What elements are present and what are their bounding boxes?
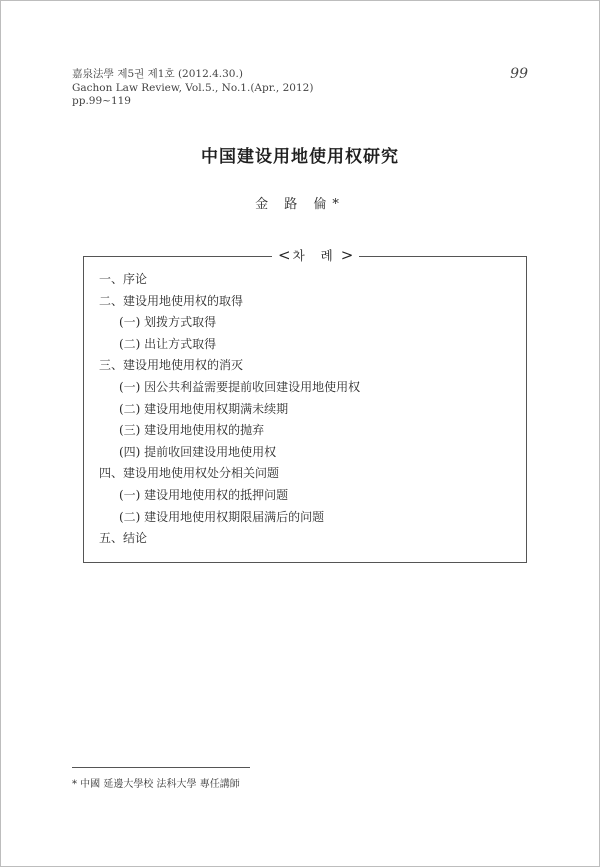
- footnote-divider: [72, 767, 250, 768]
- toc-section-item: 五、结论: [99, 531, 148, 546]
- toc-subsection-item: (四) 提前收回建设用地使用权: [119, 444, 277, 459]
- toc-section-item: 一、序论: [99, 272, 148, 286]
- journal-issue-line: 嘉泉法學 제5권 제1호 (2012.4.30.): [72, 68, 243, 80]
- toc-subsection-item: (二) 建设用地使用权期满未续期: [119, 401, 289, 416]
- journal-pages-line: pp.99~119: [72, 95, 131, 107]
- article-title: 中国建设用地使用权研究: [201, 147, 399, 167]
- footnote: * 中國 延邊大學校 法科大學 專任講師: [72, 779, 240, 790]
- toc-subsection-item: (二) 出让方式取得: [119, 336, 217, 351]
- toc-heading-text: 차 례: [292, 248, 339, 263]
- toc-section-item: 四、建设用地使用权处分相关问题: [99, 466, 280, 481]
- toc-list: [99, 269, 360, 550]
- toc-section-item: 二、建设用地使用权的取得: [99, 293, 244, 308]
- toc-section-item: 三、建设用地使用权的消灭: [99, 358, 244, 373]
- right-angle-icon: >: [340, 246, 354, 264]
- page-number: 99: [510, 66, 528, 82]
- author-name: 金 路 倫*: [255, 197, 345, 212]
- toc-subsection-item: (一) 因公共利益需要提前收回建设用地使用权: [119, 379, 361, 394]
- left-angle-icon: <: [278, 246, 291, 264]
- toc-subsection-item: (一) 建设用地使用权的抵押问题: [119, 487, 289, 502]
- journal-english-line: Gachon Law Review, Vol.5., No.1.(Apr., 2012): [72, 81, 314, 94]
- toc-subsection-item: (二) 建设用地使用权期限届满后的问题: [119, 509, 325, 524]
- toc-subsection-item: (三) 建设用地使用权的抛弃: [119, 423, 265, 438]
- toc-subsection-item: (一) 划拨方式取得: [119, 315, 217, 330]
- journal-header: [72, 68, 313, 109]
- toc-heading: [272, 246, 359, 265]
